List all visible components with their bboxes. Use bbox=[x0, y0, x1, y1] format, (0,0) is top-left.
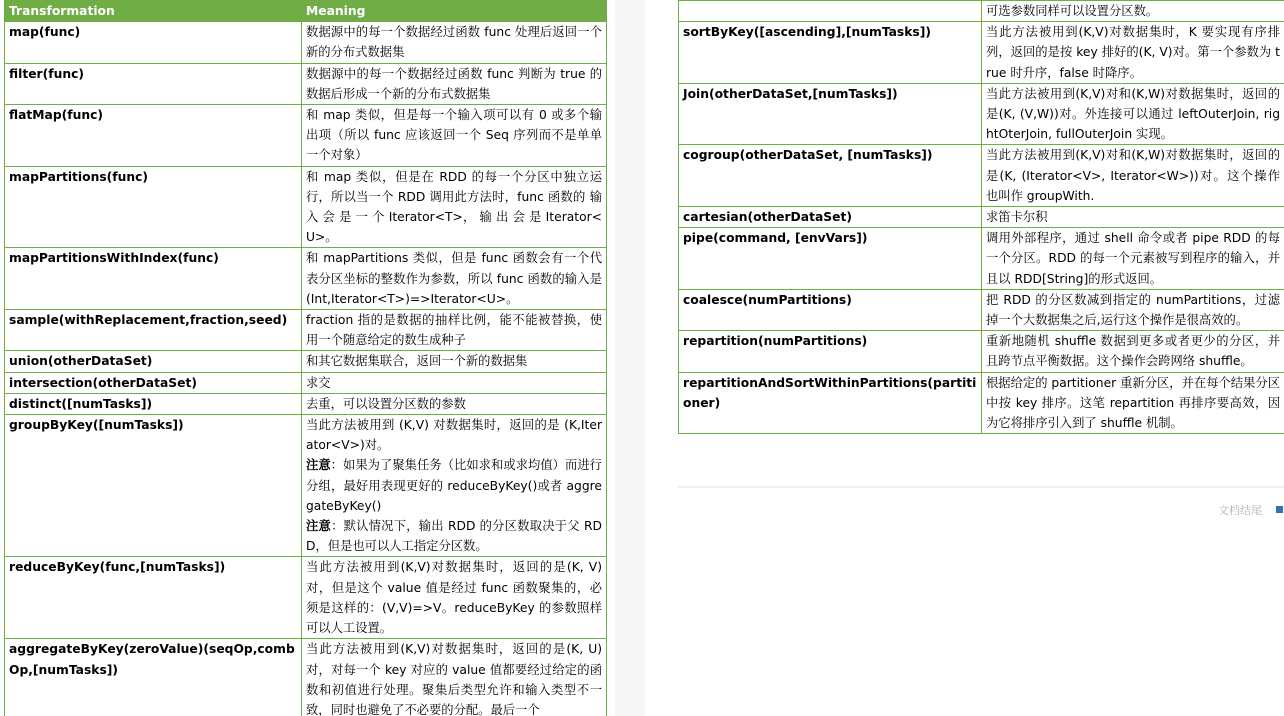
table-row bbox=[679, 289, 1284, 330]
transformation-meaning: 当此方法被用到(K,V)对和(K,W)对数据集时，返回的是(K, (V,W))对。外连接可以通过 leftOuterJoin, rightOterJoin, fullOuterJoin 实现。 bbox=[982, 83, 1284, 145]
transformation-meaning: 求交 bbox=[302, 372, 607, 393]
transformation-meaning: 当此方法被用到(K,V)对和(K,W)对数据集时，返回的是(K, (Iterator<V>, Iterator<W>))对。这个操作也叫作 groupWith. bbox=[982, 145, 1284, 207]
transformation-name: repartitionAndSortWithinPartitions(partitioner) bbox=[679, 372, 982, 434]
table-row bbox=[679, 207, 1284, 228]
transformation-meaning: 当此方法被用到(K,V)对数据集时，返回的是(K, U)对，对每一个 key 对应的 value 值都要经过给定的函数和初值进行处理。聚集后类型允许和输入类型不一致，同时也避免了不必要的分配。最后一个 bbox=[302, 639, 607, 716]
transformation-table-left bbox=[4, 0, 607, 716]
table-row bbox=[679, 331, 1284, 372]
transformation-name: sample(withReplacement,fraction,seed) bbox=[5, 310, 302, 351]
right-page bbox=[645, 0, 1284, 716]
header-meaning: Meaning bbox=[302, 1, 607, 22]
table-row bbox=[679, 372, 1284, 434]
transformation-name: pipe(command, [envVars]) bbox=[679, 228, 982, 290]
transformation-name: groupByKey([numTasks]) bbox=[5, 415, 302, 557]
document-end-label: 文档结尾 bbox=[1218, 504, 1262, 517]
table-row bbox=[5, 105, 607, 167]
table-row bbox=[679, 22, 1284, 84]
transformation-meaning: 求笛卡尔积 bbox=[982, 207, 1284, 228]
transformation-name: filter(func) bbox=[5, 63, 302, 104]
groupbykey-description: 当此方法被用到 (K,V) 对数据集时，返回的是 (K,Iterator<V>)对。 bbox=[306, 418, 602, 453]
transformation-meaning: 当此方法被用到(K,V)对数据集时，返回的是(K, V)对，但是这个 value 值是经过 func 函数聚集的，必须是这样的：(V,V)=>V。reduceByKey 的参数照样可以人工设置。 bbox=[302, 557, 607, 639]
table-row bbox=[5, 351, 607, 372]
document-end-rule bbox=[678, 486, 1284, 488]
transformation-meaning bbox=[302, 415, 607, 557]
table-row bbox=[5, 22, 607, 63]
document-end-marker-icon bbox=[1276, 506, 1283, 513]
transformation-meaning: 和其它数据集联合，返回一个新的数据集 bbox=[302, 351, 607, 372]
transformation-table-right bbox=[678, 0, 1284, 434]
transformation-meaning: 和 map 类似，但是在 RDD 的每一个分区中独立运行，所以当一个 RDD 调用此方法时，func 函数的 输 入 会 是 一 个 Iterator<T>， 输 出 会 是 Iterator<U>。 bbox=[302, 166, 607, 248]
note-text: ：如果为了聚集任务（比如求和或求均值）而进行分组，最好用表现更好的 reduceByKey()或者 aggregateByKey() bbox=[306, 458, 602, 513]
transformation-name: intersection(otherDataSet) bbox=[5, 372, 302, 393]
transformation-name bbox=[679, 1, 982, 22]
note-label: 注意 bbox=[306, 519, 332, 534]
transformation-meaning: 可选参数同样可以设置分区数。 bbox=[982, 1, 1284, 22]
table-row bbox=[5, 393, 607, 414]
groupbykey-note-1 bbox=[306, 455, 602, 516]
transformation-name: sortByKey([ascending],[numTasks]) bbox=[679, 22, 982, 84]
table-row bbox=[679, 145, 1284, 207]
transformation-name: coalesce(numPartitions) bbox=[679, 289, 982, 330]
table-row-continuation bbox=[679, 1, 1284, 22]
transformation-name: union(otherDataSet) bbox=[5, 351, 302, 372]
table-row bbox=[5, 310, 607, 351]
transformation-meaning: 数据源中的每一个数据经过函数 func 处理后返回一个新的分布式数据集 bbox=[302, 22, 607, 63]
transformation-name: distinct([numTasks]) bbox=[5, 393, 302, 414]
transformation-name: cogroup(otherDataSet, [numTasks]) bbox=[679, 145, 982, 207]
transformation-meaning: 去重，可以设置分区数的参数 bbox=[302, 393, 607, 414]
transformation-meaning: 重新地随机 shuffle 数据到更多或者更少的分区，并且跨节点平衡数据。这个操作会跨网络 shuffle。 bbox=[982, 331, 1284, 372]
transformation-name: cartesian(otherDataSet) bbox=[679, 207, 982, 228]
transformation-name: aggregateByKey(zeroValue)(seqOp,combOp,[numTasks]) bbox=[5, 639, 302, 716]
note-label: 注意 bbox=[306, 458, 331, 473]
table-row bbox=[5, 557, 607, 639]
table-row bbox=[5, 248, 607, 310]
table-row bbox=[5, 63, 607, 104]
transformation-name: flatMap(func) bbox=[5, 105, 302, 167]
transformation-meaning: 根据给定的 partitioner 重新分区，并在每个结果分区中按 key 排序。这笔 repartition 再排序要高效，因为它将排序引入到了 shuffle 机制。 bbox=[982, 372, 1284, 434]
transformation-meaning: 和 map 类似，但是每一个输入项可以有 0 或多个输出项（所以 func 应该返回一个 Seq 序列而不是单单一个对象） bbox=[302, 105, 607, 167]
note-text: ：默认情况下，输出 RDD 的分区数取决于父 RDD，但是也可以人工指定分区数。 bbox=[306, 519, 602, 554]
transformation-meaning: fraction 指的是数据的抽样比例，能不能被替换，使用一个随意给定的数生成种子 bbox=[302, 310, 607, 351]
table-row bbox=[679, 228, 1284, 290]
transformation-meaning: 和 mapPartitions 类似，但是 func 函数会有一个代表分区坐标的整数作为参数，所以 func 函数的输入是(Int,Iterator<T>)=>Iterator<U>。 bbox=[302, 248, 607, 310]
left-page bbox=[0, 0, 615, 716]
transformation-name: map(func) bbox=[5, 22, 302, 63]
transformation-name: reduceByKey(func,[numTasks]) bbox=[5, 557, 302, 639]
transformation-name: mapPartitions(func) bbox=[5, 166, 302, 248]
groupbykey-note-2 bbox=[306, 516, 602, 556]
table-row bbox=[5, 372, 607, 393]
transformation-meaning: 调用外部程序，通过 shell 命令或者 pipe RDD 的每一个分区。RDD 的每一个元素被写到程序的输入，并且以 RDD[String]的形式返回。 bbox=[982, 228, 1284, 290]
page-gutter bbox=[615, 0, 645, 716]
table-row bbox=[5, 415, 607, 557]
table-row bbox=[679, 83, 1284, 145]
transformation-meaning: 把 RDD 的分区数减到指定的 numPartitions，过滤掉一个大数据集之后,运行这个操作是很高效的。 bbox=[982, 289, 1284, 330]
table-row bbox=[5, 639, 607, 716]
table-row bbox=[5, 166, 607, 248]
transformation-name: Join(otherDataSet,[numTasks]) bbox=[679, 83, 982, 145]
transformation-name: mapPartitionsWithIndex(func) bbox=[5, 248, 302, 310]
transformation-name: repartition(numPartitions) bbox=[679, 331, 982, 372]
header-transformation: Transformation bbox=[5, 1, 302, 22]
table-header-row bbox=[5, 1, 607, 22]
transformation-meaning: 当此方法被用到(K,V)对数据集时，K 要实现有序排列，返回的是按 key 排好的(K, V)对。第一个参数为 true 时升序，false 时降序。 bbox=[982, 22, 1284, 84]
transformation-meaning: 数据源中的每一个数据经过函数 func 判断为 true 的数据后形成一个新的分布式数据集 bbox=[302, 63, 607, 104]
